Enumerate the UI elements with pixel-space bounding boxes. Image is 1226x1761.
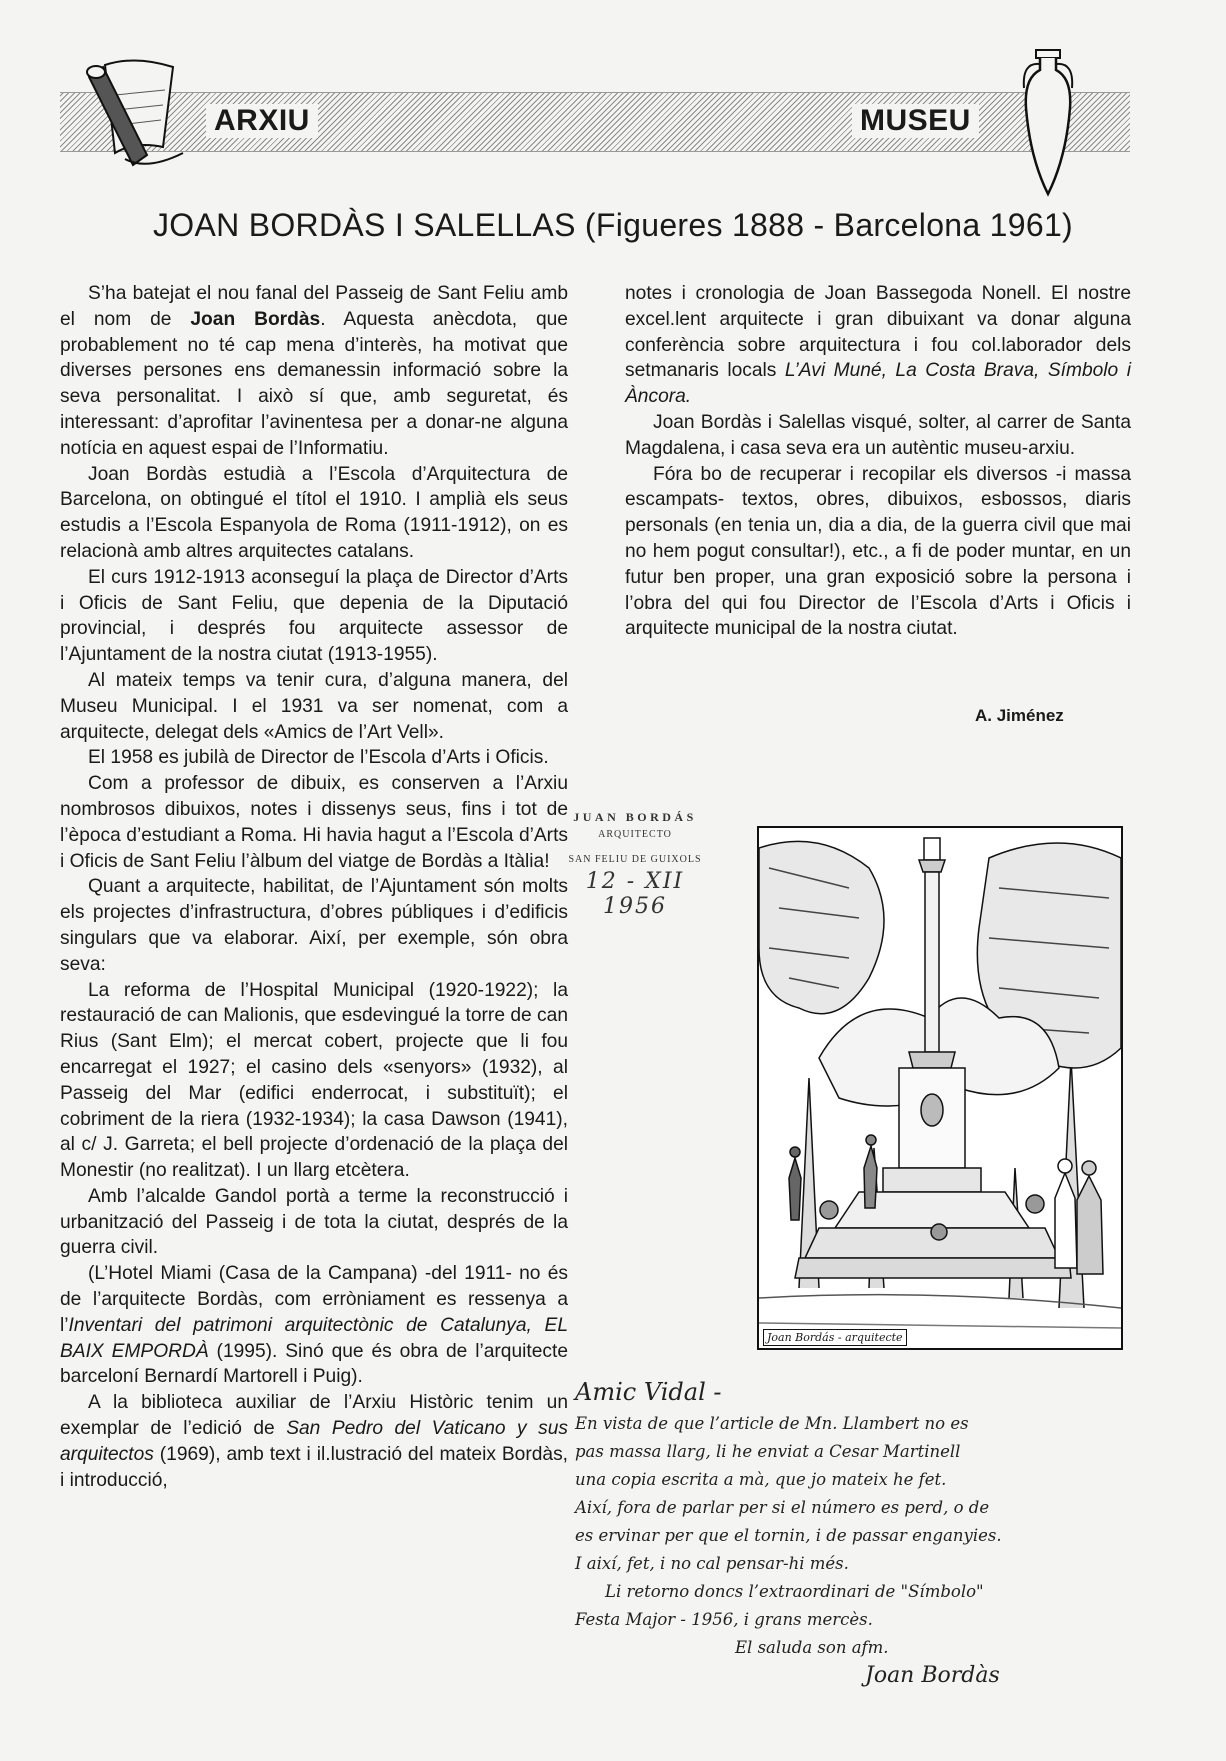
- letter-line: El saluda son afm.: [735, 1638, 889, 1657]
- letter-line: En vista de que l’article de Mn. Llambert no es: [575, 1414, 969, 1433]
- left-column: [60, 281, 568, 1493]
- letter-line: Així, fora de parlar per si el número es perd, o de: [575, 1498, 990, 1517]
- amphora-icon: [1018, 48, 1078, 203]
- paragraph: El 1958 es jubilà de Director de l’Escola d’Arts i Oficis.: [88, 747, 549, 769]
- header-left-label: ARXIU: [206, 104, 318, 138]
- author-signature: A. Jiménez: [975, 706, 1064, 725]
- letter-line: Li retorno doncs l’extraordinari de "Símbolo": [605, 1582, 984, 1601]
- letter-line: una copia escrita a mà, que jo mateix he fet.: [575, 1470, 947, 1489]
- paragraph: Com a professor de dibuix, es conserven a l’Arxiu nombrosos dibuixos, notes i dissenys seus, fins i tot de l’època d’estudiant a Roma. Hi havia hagut a l’Escola d’Arts i Oficis de Sant Feliu l’àlbum del viatge de Bordàs a Itàlia!: [60, 773, 568, 872]
- paragraph: Quant a arquitecte, habilitat, de l’Ajuntament són molts els projectes d’infrastructura, d’obres públiques i d’edificis singulars que va elaborar. Així, per exemple, són obra seva:: [60, 876, 568, 975]
- lamppost-drawing: [757, 826, 1123, 1350]
- letter-line: pas massa llarg, li he enviat a Cesar Martinell: [575, 1442, 961, 1461]
- letterhead-date: 12 - XII 1956: [585, 869, 685, 919]
- paragraph: S’ha batejat el nou fanal del Passeig de Sant Feliu amb el nom de Joan Bordàs. Aquesta anècdota, que probablement no té cap mena d’interès, ha motivat que diverses persones ens demanessin informació sobre la seva personalitat. I això sí que, amb seguretat, és interessant: d’aprofitar l’avinentesa per a donar-ne alguna notícia en aquest espai de l’Informatiu.: [60, 283, 568, 459]
- paragraph: Al mateix temps va tenir cura, d’alguna manera, del Museu Municipal. I el 1931 va ser nomenat, com a arquitecte, delegat dels «Amics de l’Art Vell».: [60, 669, 568, 743]
- letter-signature: Joan Bordàs: [865, 1663, 1000, 1688]
- letterhead: [560, 810, 710, 919]
- drawing-signature: Joan Bordás - arquitecte: [763, 1329, 907, 1346]
- letterhead-place: SAN FELIU DE GUIXOLS: [568, 854, 702, 865]
- paragraph: notes i cronologia de Joan Bassegoda Nonell. El nostre excel.lent arquitecte i gran dibuixant va donar alguna conferència sobre arquitectura i fou col.laborador dels setmanaris locals L’Avi Muné, La Costa Brava, Símbolo i Àncora.: [625, 283, 1131, 408]
- header-right-label: MUSEU: [852, 104, 979, 138]
- paragraph: Amb l’alcalde Gandol portà a terme la reconstrucció i urbanització del Passeig i de tota la ciutat, després de la guerra civil.: [60, 1185, 568, 1259]
- article-title: JOAN BORDÀS I SALELLAS (Figueres 1888 - Barcelona 1961): [152, 207, 1074, 243]
- paragraph: Joan Bordàs estudià a l’Escola d’Arquitectura de Barcelona, on obtingué el títol el 1910. I amplià els seus estudis a l’Escola Espanyola de Roma (1911-1912), on es relacionà amb altres arquitectes catalans.: [60, 463, 568, 562]
- paragraph: El curs 1912-1913 aconseguí la plaça de Director d’Arts i Oficis de Sant Feliu, que depenia de la Diputació provincial, i després fou arquitecte assessor de l’Ajuntament de la nostra ciutat (1913-1955).: [60, 566, 568, 666]
- paragraph: (L’Hotel Miami (Casa de la Campana) -del 1911- no és de l’arquitecte Bordàs, com erròniament es ressenya a l’Inventari del patrimoni arquitectònic de Catalunya, EL BAIX EMPORDÀ (1995). Sinó que és obra de l’arquitecte barceloní Bernardí Martorell i Puig).: [60, 1263, 569, 1388]
- paragraph: A la biblioteca auxiliar de l’Arxiu Històric tenim un exemplar de l’edició de San Pedro del Vaticano y sus arquitectos (1969), amb text i il.lustració del mateix Bordàs, i introducció,: [60, 1392, 568, 1491]
- paragraph: Joan Bordàs i Salellas visqué, solter, al carrer de Santa Magdalena, i casa seva era un autèntic museu-arxiu.: [625, 411, 1131, 459]
- right-column: [625, 281, 1131, 642]
- paragraph: La reforma de l’Hospital Municipal (1920-1922); la restauració de can Malionis, que esdevingué la torre de can Rius (Sant Elm); el mercat cobert, projecte que li fou encarregat el 1927; el casino dels «senyors» (1932), al Passeig del Mar (edifici enderrocat, i substituït); el cobriment de la riera (1932-1934); la casa Dawson (1941), al c/ J. Garreta; el bell projecte d’ordenació de la plaça del Monestir (no realitzat). I un llarg etcètera.: [60, 979, 568, 1182]
- letterhead-name: JUAN BORDÁS: [573, 810, 697, 824]
- letter-greeting: Amic Vidal -: [575, 1378, 722, 1406]
- scroll-icon: [85, 55, 185, 178]
- letter-line: Festa Major - 1956, i grans mercès.: [575, 1610, 873, 1629]
- letterhead-role: ARQUITECTO: [598, 829, 672, 840]
- paragraph: Fóra bo de recuperar i recopilar els diversos -i massa escampats- textos, obres, dibuixos, esbossos, diaris personals (en tenia un, dia a dia, de la guerra civil que mai no hem pogut consultar!), etc., a fi de poder muntar, en un futur ben proper, una gran exposició sobre la persona i l’obra del qui fou Director de l’Escola d’Arts i Oficis i arquitecte municipal de la nostra ciutat.: [625, 463, 1131, 640]
- letter-line: es ervinar per que el tornin, i de passar enganyies.: [575, 1526, 1002, 1545]
- handwritten-letter: [575, 1378, 1135, 1690]
- letter-line: I així, fet, i no cal pensar-hi més.: [575, 1554, 849, 1573]
